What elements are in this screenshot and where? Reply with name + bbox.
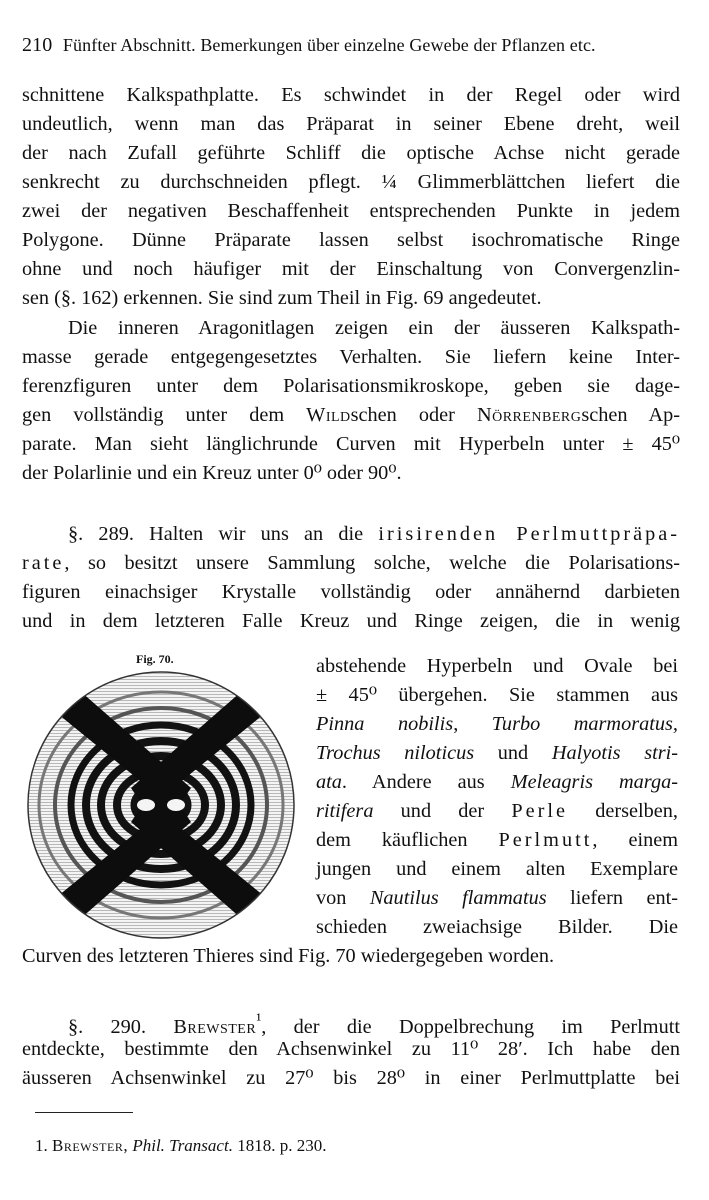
text-line: zwei der negativen Beschaffenheit entsprechenden Punkte in jedem (22, 200, 680, 222)
text-line: parate. Man sieht länglichrunde Curven mit Hyperbeln unter ± 45⁰ (22, 433, 680, 455)
text-line: Trochus niloticus und Halyotis stri- (316, 742, 679, 764)
figure-70-interference-pattern (26, 670, 296, 940)
text-line: dem käuflichen Perlmutt, einem (316, 829, 678, 851)
footnote-rule (35, 1112, 133, 1113)
text-line: Pinna nobilis, Turbo marmoratus, (316, 713, 678, 735)
species-name: Pinna nobilis (316, 713, 454, 735)
text-line: sen (§. 162) erkennen. Sie sind zum Theil in Fig. 69 angedeutet. (22, 287, 542, 309)
species-name: Nautilus flammatus (369, 887, 547, 909)
text-line: Die inneren Aragonitlagen zeigen ein der äusseren Kalkspath- (68, 317, 680, 339)
name-brewster: Brewster (173, 1015, 257, 1038)
text-line: §. 290. Brewster$^{^1}$, der die Doppelbrechung im Perlmutt (68, 1010, 680, 1038)
species-name: Meleagris marga- (510, 771, 678, 793)
text-line: äusseren Achsenwinkel zu 27⁰ bis 28⁰ in einer Perlmuttplatte bei (22, 1067, 680, 1089)
footnote-journal: Phil. Transact. (132, 1136, 233, 1155)
text-line: ohne und noch häufiger mit der Einschaltung von Convergenzlin- (22, 258, 680, 280)
running-header (22, 34, 682, 57)
text-line: senkrecht zu durchschneiden pflegt. ¼ Glimmerblättchen liefert die (22, 171, 680, 193)
text-line: §. 289. Halten wir uns an die irisirenden Perlmuttpräpa- (68, 523, 680, 545)
text-line: der nach Zufall geführte Schliff die optische Achse nicht gerade (22, 142, 680, 164)
spaced-term: Perlmutt (498, 829, 593, 851)
running-title: Fünfter Abschnitt. Bemerkungen über einzelne Gewebe der Pflanzen etc. (62, 35, 596, 55)
footnote: 1. Brewster, Phil. Transact. 1818. p. 230. (35, 1136, 327, 1155)
text-line: ata. Andere aus Meleagris marga- (316, 771, 678, 793)
species-name: ata (316, 771, 342, 793)
text-line: Polygone. Dünne Präparate lassen selbst isochromatische Ringe (22, 229, 680, 251)
text-line: schnittene Kalkspathplatte. Es schwindet in der Regel oder wird (22, 84, 680, 106)
text-line: ritifera und der Perle derselben, (316, 800, 678, 822)
text-line: entdeckte, bestimmte den Achsenwinkel zu 11⁰ 28′. Ich habe den (22, 1038, 680, 1060)
text-line: ± 45⁰ übergehen. Sie stammen aus (316, 684, 678, 706)
text-line: undeutlich, wenn man das Präparat in seiner Ebene dreht, weil (22, 113, 680, 135)
species-name: ritifera (316, 800, 374, 822)
text-line: abstehende Hyperbeln und Ovale bei (316, 655, 678, 677)
text-line: gen vollständig unter dem Wildschen oder Nörrenbergschen Ap- (22, 404, 681, 426)
page-number: 210 (22, 34, 53, 56)
spaced-term: Perle (511, 800, 569, 822)
text-line: jungen und einem alten Exemplare (316, 858, 678, 880)
text-line: Curven des letzteren Thieres sind Fig. 70 wiedergegeben worden. (22, 945, 555, 967)
species-name: Trochus niloticus (316, 742, 475, 764)
text-line: rate, so besitzt unsere Sammlung solche, welche die Polarisations- (22, 552, 680, 574)
species-name: Turbo marmoratus, (491, 713, 678, 735)
footnote-author: Brewster, (52, 1136, 129, 1155)
spaced-term: irisirenden Perlmuttpräpa- (378, 523, 680, 545)
text-line: masse gerade entgegengesetztes Verhalten. Sie liefern keine Inter- (22, 346, 680, 368)
figure-caption: Fig. 70. (136, 652, 174, 666)
name-noerrenberg: Nörrenberg (476, 404, 582, 426)
text-line: der Polarlinie und ein Kreuz unter 0⁰ oder 90⁰. (22, 462, 402, 484)
name-wild: Wild (306, 404, 351, 426)
spaced-term: rate (22, 552, 65, 574)
species-name: Halyotis stri- (551, 742, 679, 764)
text-line: und in dem letzteren Falle Kreuz und Ringe zeigen, die in wenig (22, 610, 680, 632)
footnote-ref: ¹ (256, 1010, 262, 1029)
text-line: von Nautilus flammatus liefern ent- (316, 887, 678, 909)
text-line: figuren einachsiger Krystalle vollständig oder annähernd darbieten (22, 581, 680, 603)
text-line: ferenzfiguren unter dem Polarisationsmikroskope, geben sie dage- (22, 375, 680, 397)
text-line: schieden zweiachsige Bilder. Die (316, 916, 678, 938)
